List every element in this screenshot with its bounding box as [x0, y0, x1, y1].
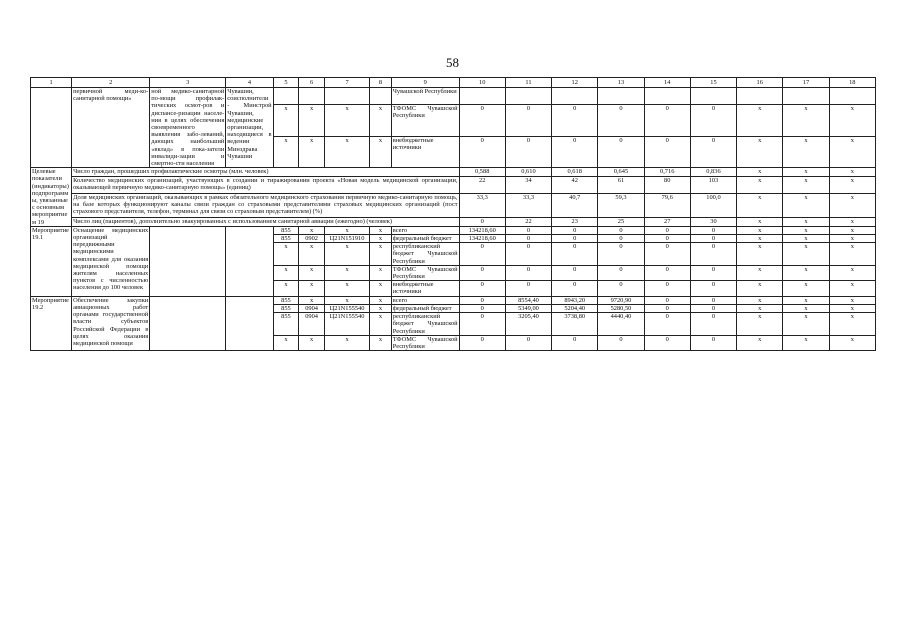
- value-cell: 0: [598, 265, 644, 280]
- value-cell: x: [783, 265, 829, 280]
- value-cell: x: [737, 168, 783, 177]
- value-cell: [644, 88, 690, 105]
- value-cell: x: [783, 136, 829, 168]
- value-cell: x: [783, 281, 829, 296]
- cell-empty: [31, 88, 72, 168]
- value-cell: 0: [552, 243, 598, 266]
- value-cell: x: [829, 235, 875, 243]
- value-cell: 0,618: [552, 168, 598, 177]
- value-cell: 0: [690, 304, 736, 312]
- value-cell: 34: [505, 177, 551, 194]
- value-cell: x: [829, 281, 875, 296]
- value-cell: [505, 88, 551, 105]
- kbk-csr-cell: x: [324, 281, 369, 296]
- kbk-gr-cell: 855: [273, 313, 299, 336]
- value-cell: 0: [690, 226, 736, 234]
- value-cell: x: [737, 218, 783, 227]
- value-cell: 0: [505, 226, 551, 234]
- value-cell: 0: [598, 226, 644, 234]
- kbk-rz-cell: x: [299, 104, 325, 136]
- kbk-gr-cell: x: [273, 265, 299, 280]
- value-cell: [552, 88, 598, 105]
- value-cell: 8554,40: [505, 296, 551, 304]
- kbk-rz-cell: x: [299, 265, 325, 280]
- value-cell: 0: [459, 335, 505, 350]
- column-number-8: 8: [370, 78, 392, 88]
- kbk-vr-cell: x: [370, 281, 392, 296]
- value-cell: 25: [598, 218, 644, 227]
- measure-number-cell: Мероприятие 19.1: [31, 226, 72, 296]
- funding-source-cell: федеральный бюджет: [391, 235, 459, 243]
- column-number-6: 6: [299, 78, 325, 88]
- value-cell: 0: [552, 335, 598, 350]
- table-row: [31, 296, 876, 304]
- value-cell: x: [737, 136, 783, 168]
- value-cell: 0: [459, 296, 505, 304]
- value-cell: 0: [644, 281, 690, 296]
- target-row: [31, 193, 876, 217]
- value-cell: 0: [459, 136, 505, 168]
- value-cell: x: [783, 335, 829, 350]
- funding-source-cell: всего: [391, 226, 459, 234]
- funding-source-cell: всего: [391, 296, 459, 304]
- funding-source-cell: ТФОМС Чувашской Республики: [392, 335, 458, 350]
- value-cell: x: [737, 226, 783, 234]
- cell-empty: [226, 226, 273, 296]
- value-cell: 0: [598, 281, 644, 296]
- kbk-rz-cell: x: [299, 335, 325, 350]
- value-cell: 0: [690, 296, 736, 304]
- value-cell: 9720,90: [598, 296, 644, 304]
- value-cell: x: [737, 313, 783, 336]
- value-cell: x: [783, 104, 829, 136]
- value-cell: 0: [552, 226, 598, 234]
- value-cell: 100,0: [690, 193, 736, 217]
- kbk-csr-cell: x: [324, 136, 369, 168]
- value-cell: 3738,80: [552, 313, 598, 336]
- value-cell: [783, 88, 829, 105]
- kbk-gr-cell: x: [273, 136, 299, 168]
- column-number-row: [31, 78, 876, 88]
- value-cell: 59,3: [598, 193, 644, 217]
- value-cell: 0: [690, 104, 736, 136]
- kbk-vr-cell: x: [370, 136, 392, 168]
- value-cell: 0: [644, 335, 690, 350]
- kbk-vr-cell: x: [370, 304, 392, 312]
- kbk-vr-cell: x: [370, 313, 392, 336]
- value-cell: x: [829, 226, 875, 234]
- value-cell: 0: [459, 313, 505, 336]
- kbk-csr-cell: Ц21N151910: [324, 235, 369, 243]
- value-cell: 3205,40: [505, 313, 551, 336]
- value-cell: 0: [505, 281, 551, 296]
- measure-name-cell: Оснащение медицинских организаций передвижными медицинскими комплексами для оказания медицинской помощи жителям населенных пунктов с численностью населения до 100 человек: [72, 226, 150, 296]
- target-row: [31, 168, 876, 177]
- column-number-14: 14: [644, 78, 690, 88]
- value-cell: x: [737, 335, 783, 350]
- value-cell: 0: [505, 335, 551, 350]
- kbk-csr-cell: Ц21N155540: [324, 313, 369, 336]
- target-row: [31, 218, 876, 227]
- kbk-vr-cell: [370, 88, 392, 105]
- value-cell: 0,610: [505, 168, 551, 177]
- value-cell: 134218,60: [459, 235, 505, 243]
- kbk-rz-cell: x: [299, 136, 325, 168]
- value-cell: x: [829, 265, 875, 280]
- column-number-7: 7: [324, 78, 369, 88]
- funding-source-cell: республиканский бюджет Чувашской Республики: [392, 313, 458, 335]
- value-cell: 0: [644, 243, 690, 266]
- value-cell: 0: [598, 104, 644, 136]
- value-cell: x: [829, 296, 875, 304]
- column-number-3: 3: [150, 78, 226, 88]
- value-cell: [598, 88, 644, 105]
- value-cell: 61: [598, 177, 644, 194]
- value-cell: x: [829, 193, 875, 217]
- cell-empty: [150, 296, 226, 350]
- column-number-10: 10: [459, 78, 505, 88]
- funding-source-cell: федеральный бюджет: [391, 304, 459, 312]
- value-cell: [829, 88, 875, 105]
- value-cell: 0: [459, 281, 505, 296]
- value-cell: 0: [552, 265, 598, 280]
- value-cell: 0: [690, 281, 736, 296]
- value-cell: 33,3: [505, 193, 551, 217]
- value-cell: 0: [690, 335, 736, 350]
- value-cell: 0: [459, 218, 505, 227]
- value-cell: 23: [552, 218, 598, 227]
- value-cell: 0: [552, 281, 598, 296]
- value-cell: 0: [598, 136, 644, 168]
- value-cell: 0: [505, 136, 551, 168]
- value-cell: 103: [690, 177, 736, 194]
- value-cell: 0: [598, 243, 644, 266]
- kbk-rz-cell: x: [299, 243, 325, 266]
- page-number: 58: [446, 55, 459, 70]
- value-cell: [690, 88, 736, 105]
- measure-name-cell: Обеспечение закупки авиационных работ органами государственной власти субъектов Российской Федерации в целях оказания медицинской помощи: [72, 296, 150, 350]
- value-cell: 80: [644, 177, 690, 194]
- kbk-vr-cell: x: [370, 335, 392, 350]
- value-cell: x: [783, 304, 829, 312]
- value-cell: 4440,40: [598, 313, 644, 336]
- kbk-vr-cell: x: [370, 226, 392, 234]
- kbk-gr-cell: 855: [273, 235, 299, 243]
- value-cell: x: [783, 177, 829, 194]
- kbk-csr-cell: x: [324, 265, 369, 280]
- funding-source-cell: ТФОМС Чувашской Республики: [391, 104, 459, 136]
- value-cell: 22: [505, 218, 551, 227]
- target-indicator-text: Число граждан, прошедших профилактические осмотры (млн. человек): [72, 168, 459, 177]
- value-cell: 40,7: [552, 193, 598, 217]
- kbk-vr-cell: x: [370, 104, 392, 136]
- value-cell: x: [829, 177, 875, 194]
- value-cell: 0,645: [598, 168, 644, 177]
- program-table: [30, 77, 876, 351]
- value-cell: 22: [459, 177, 505, 194]
- value-cell: 0: [644, 104, 690, 136]
- kbk-csr-cell: [324, 88, 369, 105]
- value-cell: 0: [690, 265, 736, 280]
- kbk-csr-cell: x: [324, 296, 369, 304]
- value-cell: x: [737, 177, 783, 194]
- column-number-12: 12: [552, 78, 598, 88]
- table-row: [31, 226, 876, 234]
- value-cell: 5204,40: [552, 304, 598, 312]
- value-cell: 0: [459, 243, 505, 266]
- value-cell: 0: [505, 235, 551, 243]
- value-cell: x: [829, 168, 875, 177]
- column-number-18: 18: [829, 78, 875, 88]
- value-cell: 0: [552, 136, 598, 168]
- value-cell: 0: [644, 265, 690, 280]
- funding-source-cell: республиканский бюджет Чувашской Республики: [392, 243, 458, 265]
- value-cell: 0: [644, 235, 690, 243]
- value-cell: 0: [459, 304, 505, 312]
- measure-name-cell: первичной меди-ко-санитарной помощи»: [72, 88, 150, 168]
- kbk-csr-cell: x: [324, 335, 369, 350]
- value-cell: x: [829, 136, 875, 168]
- kbk-vr-cell: x: [370, 235, 392, 243]
- kbk-rz-cell: 0904: [299, 304, 325, 312]
- kbk-csr-cell: x: [324, 104, 369, 136]
- funding-source-cell: внебюджетные источники: [391, 136, 459, 168]
- kbk-vr-cell: x: [370, 296, 392, 304]
- kbk-gr-cell: 855: [273, 304, 299, 312]
- kbk-vr-cell: x: [370, 243, 392, 266]
- value-cell: x: [829, 313, 875, 336]
- column-number-9: 9: [391, 78, 459, 88]
- value-cell: 0: [459, 265, 505, 280]
- value-cell: 0: [598, 335, 644, 350]
- cell-empty: [226, 296, 273, 350]
- value-cell: x: [783, 296, 829, 304]
- table-row: [31, 88, 876, 105]
- value-cell: x: [737, 304, 783, 312]
- value-cell: 0: [505, 265, 551, 280]
- kbk-gr-cell: x: [273, 281, 299, 296]
- value-cell: x: [829, 104, 875, 136]
- column-number-2: 2: [72, 78, 150, 88]
- value-cell: 5280,50: [598, 304, 644, 312]
- kbk-csr-cell: x: [324, 243, 369, 266]
- value-cell: 27: [644, 218, 690, 227]
- column-number-15: 15: [690, 78, 736, 88]
- value-cell: x: [737, 193, 783, 217]
- value-cell: x: [829, 218, 875, 227]
- value-cell: 0: [690, 136, 736, 168]
- value-cell: 0: [690, 313, 736, 336]
- kbk-gr-cell: x: [273, 335, 299, 350]
- kbk-gr-cell: x: [273, 243, 299, 266]
- value-cell: 0,836: [690, 168, 736, 177]
- value-cell: 0: [644, 226, 690, 234]
- column-number-17: 17: [783, 78, 829, 88]
- target-indicator-text: Доля медицинских организаций, оказывающих в рамках обязательного медицинского страхования первичную медико-санитарную помощь, на базе которых функционируют каналы связи граждан со страховыми представителями страховых медицинских организаций (пост страхового представителя, телефон, терминал для связи со страховым представителем) (%): [72, 193, 459, 217]
- value-cell: x: [783, 218, 829, 227]
- column-number-4: 4: [226, 78, 273, 88]
- value-cell: 0: [644, 304, 690, 312]
- value-cell: x: [829, 243, 875, 266]
- kbk-csr-cell: Ц21N155540: [324, 304, 369, 312]
- value-cell: 33,3: [459, 193, 505, 217]
- value-cell: 79,6: [644, 193, 690, 217]
- value-cell: [459, 88, 505, 105]
- column-number-13: 13: [598, 78, 644, 88]
- value-cell: 0: [644, 313, 690, 336]
- value-cell: x: [829, 304, 875, 312]
- value-cell: 30: [690, 218, 736, 227]
- value-cell: 0: [459, 104, 505, 136]
- value-cell: 0: [644, 296, 690, 304]
- value-cell: 0,716: [644, 168, 690, 177]
- kbk-rz-cell: [299, 88, 325, 105]
- value-cell: x: [783, 226, 829, 234]
- column-number-1: 1: [31, 78, 72, 88]
- value-cell: 0: [690, 243, 736, 266]
- value-cell: x: [737, 265, 783, 280]
- value-cell: x: [783, 235, 829, 243]
- kbk-gr-cell: [273, 88, 299, 105]
- cell-empty: [150, 226, 226, 296]
- value-cell: x: [737, 104, 783, 136]
- column-number-5: 5: [273, 78, 299, 88]
- kbk-rz-cell: x: [299, 296, 325, 304]
- value-cell: 0: [690, 235, 736, 243]
- value-cell: x: [737, 243, 783, 266]
- value-cell: 5349,00: [505, 304, 551, 312]
- kbk-rz-cell: x: [299, 281, 325, 296]
- target-indicator-text: Число лиц (пациентов), дополнительно эвакуированных с использованием санитарной авиации (ежегодно) (человек): [72, 218, 459, 227]
- kbk-rz-cell: 0902: [299, 235, 325, 243]
- kbk-csr-cell: x: [324, 226, 369, 234]
- value-cell: 0: [552, 104, 598, 136]
- value-cell: 42: [552, 177, 598, 194]
- kbk-gr-cell: x: [273, 104, 299, 136]
- value-cell: x: [737, 296, 783, 304]
- funding-source-cell: внебюджетные источники: [391, 281, 459, 296]
- value-cell: 8943,20: [552, 296, 598, 304]
- value-cell: [737, 88, 783, 105]
- value-cell: 0: [552, 235, 598, 243]
- value-cell: x: [737, 235, 783, 243]
- value-cell: x: [737, 281, 783, 296]
- value-cell: 134218,60: [459, 226, 505, 234]
- target-row: [31, 177, 876, 194]
- value-cell: x: [783, 243, 829, 266]
- measure-description-cell: ной медико-санитарной по-мощи профилак-тических осмот-ров и диспансе-ризации населе-ния в целях обеспечения своевременного выявления забо-леваний, дающих наибольший «вклад» в пока-затели инвалиди-зации и смертно-сти населения: [151, 88, 225, 168]
- measure-number-cell: Мероприятие 19.2: [31, 296, 72, 350]
- kbk-rz-cell: x: [299, 226, 325, 234]
- value-cell: x: [783, 313, 829, 336]
- value-cell: x: [783, 168, 829, 177]
- executor-cell: Чувашии, соисполнители - Минстрой Чувашии, медицинские организации, находящиеся в ведении Минздрава Чувашии: [226, 88, 273, 168]
- target-indicator-text: Количество медицинских организаций, участвующих в создании и тиражировании проекта «Новая модель медицинской организации, оказывающей первичную медико-санитарную помощь» (единиц): [73, 177, 458, 192]
- value-cell: 0: [505, 243, 551, 266]
- value-cell: 0: [505, 104, 551, 136]
- targets-label-cell: Целевые показатели (индикаторы) подпрограммы, увязанные с основным мероприятием 19: [31, 168, 72, 227]
- value-cell: 0: [644, 136, 690, 168]
- value-cell: x: [783, 193, 829, 217]
- kbk-vr-cell: x: [370, 265, 392, 280]
- value-cell: 0,588: [459, 168, 505, 177]
- value-cell: x: [829, 335, 875, 350]
- kbk-gr-cell: 855: [273, 296, 299, 304]
- funding-source-cell: ТФОМС Чувашской Республики: [392, 265, 458, 281]
- kbk-rz-cell: 0904: [299, 313, 325, 336]
- value-cell: 0: [598, 235, 644, 243]
- kbk-gr-cell: 855: [273, 226, 299, 234]
- column-number-11: 11: [505, 78, 551, 88]
- column-number-16: 16: [737, 78, 783, 88]
- funding-source-cell: Чувашской Республики: [391, 88, 459, 105]
